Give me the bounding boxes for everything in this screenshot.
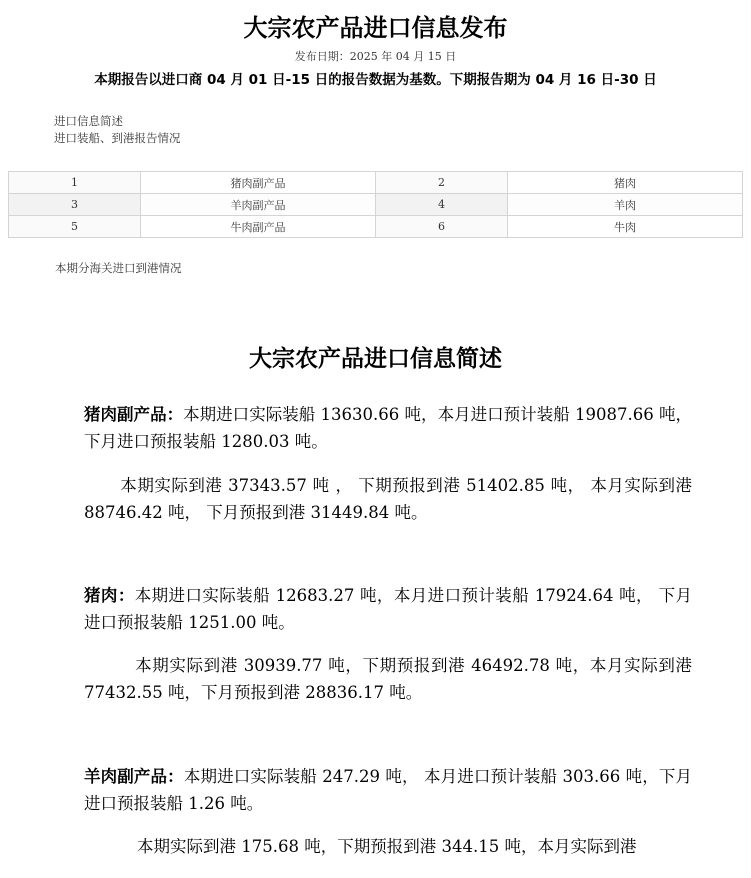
product-link-beef-by[interactable]: 牛肉副产品: [141, 216, 376, 238]
product-label: 羊肉副产品：: [84, 767, 184, 786]
pork-by-arrival-paragraph: 本期实际到港 37343.57 吨 ， 下期预报到港 51402.85 吨， 本月实际到港 88746.42 吨， 下月预报到港 31449.84 吨。: [84, 476, 692, 522]
product-number: 6: [376, 216, 508, 238]
table-row: [9, 216, 743, 238]
product-table: [8, 171, 743, 238]
section-title: 大宗农产品进口信息简述: [249, 346, 502, 372]
pork-shipping-paragraph: [84, 582, 692, 636]
product-link-pork[interactable]: 猪肉: [508, 172, 743, 194]
nav-link-customs[interactable]: 本期分海关进口到港情况: [55, 261, 182, 275]
shipping-text: 本期进口实际装船 13630.66 吨，本月进口预计装船 19087.66 吨，下月进口预报装船 1280.03 吨。: [84, 405, 692, 451]
page-title: 大宗农产品进口信息发布: [243, 14, 508, 42]
shipping-text: 本期进口实际装船 12683.27 吨，本月进口预计装船 17924.64 吨， 下月进口预报装船 1251.00 吨。: [84, 586, 693, 632]
product-link-mutton-by[interactable]: 羊肉副产品: [141, 194, 376, 216]
product-label: 猪肉：: [84, 586, 135, 605]
nav-link-summary[interactable]: 进口信息简述: [54, 114, 123, 128]
pork-arrival-paragraph: 本期实际到港 30939.77 吨，下期预报到港 46492.78 吨，本月实际到港 77432.55 吨，下月预报到港 28836.17 吨。: [84, 656, 692, 702]
product-link-mutton[interactable]: 羊肉: [508, 194, 743, 216]
publish-date: 发布日期：2025 年 04 月 15 日: [294, 50, 457, 63]
table-row: [9, 172, 743, 194]
product-label: 猪肉副产品：: [84, 405, 184, 424]
report-period: 本期报告以进口商 04 月 01 日-15 日的报告数据为基数。下期报告期为 04 月 16 日-30 日: [94, 72, 657, 88]
table-row: [9, 194, 743, 216]
shipping-text: 本期进口实际装船 247.29 吨， 本月进口预计装船 303.66 吨，下月进口预报装船 1.26 吨。: [84, 767, 692, 813]
product-link-beef[interactable]: 牛肉: [508, 216, 743, 238]
product-number: 1: [9, 172, 141, 194]
product-number: 4: [376, 194, 508, 216]
product-number: 2: [376, 172, 508, 194]
product-link-pork-by[interactable]: 猪肉副产品: [141, 172, 376, 194]
mutton-by-shipping-paragraph: [84, 763, 692, 817]
pork-by-shipping-paragraph: [84, 401, 692, 455]
nav-link-shipping[interactable]: 进口装船、到港报告情况: [54, 131, 181, 145]
product-number: 5: [9, 216, 141, 238]
product-number: 3: [9, 194, 141, 216]
mutton-by-arrival-paragraph: 本期实际到港 175.68 吨，下期预报到港 344.15 吨，本月实际到港: [137, 837, 637, 856]
